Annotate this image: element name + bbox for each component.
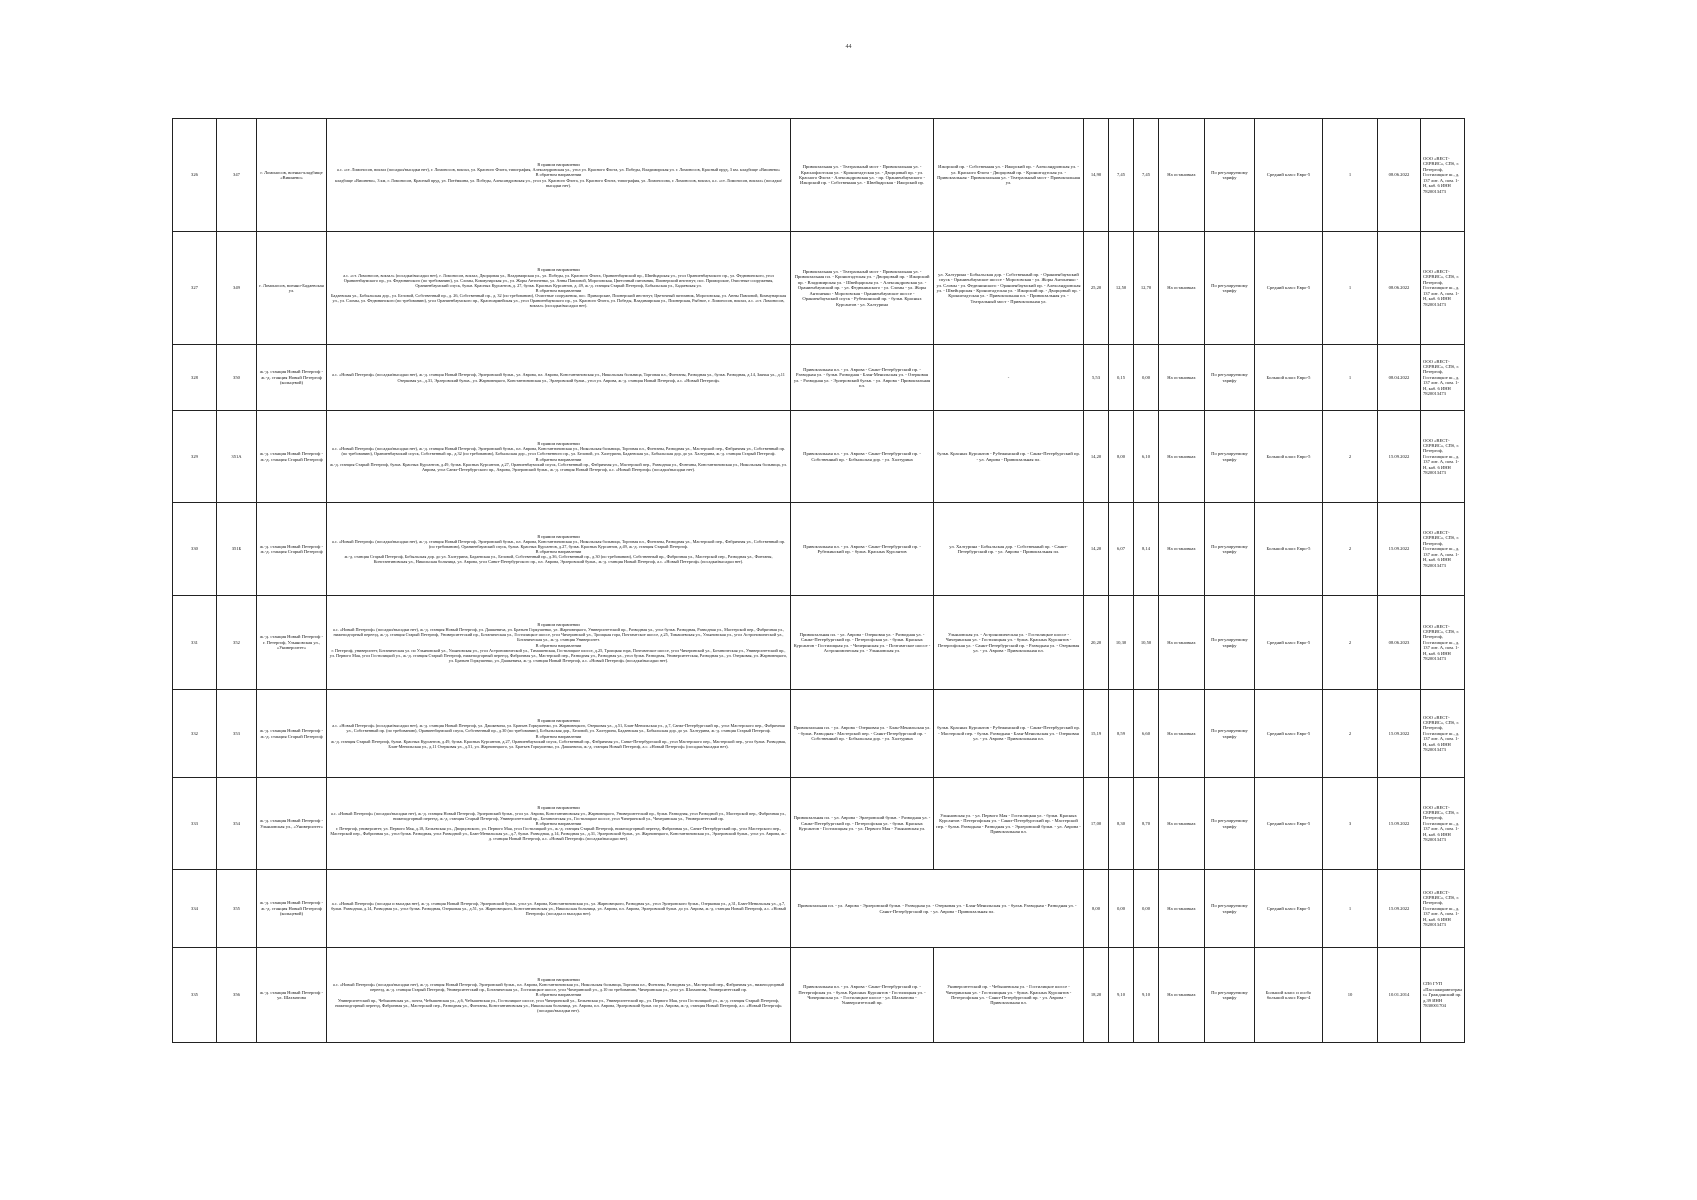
cell-date: 15.09.2022 [1378, 503, 1421, 596]
cell-len-fwd: 5,53 [1084, 345, 1109, 411]
cell-route: 352 [217, 596, 257, 690]
cell-date: 15.09.2022 [1378, 690, 1421, 778]
table-row [173, 778, 1578, 870]
cell-stops: На остановках [1159, 948, 1205, 1043]
cell-len-fwd: 18,20 [1084, 948, 1109, 1043]
cell-len3: 0,00 [1134, 345, 1159, 411]
cell-streets-rev: бульв. Красных Курсантов - Рубежинский пр. - Санкт-Петербургский пр. - Мастерской пер. - бульв. Разводная - Блан-Менильская ул. - Озерковая ул. - ул. Аврова - Привокзальная пл. [934, 690, 1084, 778]
route-reverse: г. Петергоф, университет, ул. Первого Мая, д.18, Бельевская ул., Дворцовского, ул. Первого Мая, угол Гостилицкой ул., ж.-д. станция Старый Петергоф, нижеподгорный переезд, Фабричная ул., Санкт-Петербургский пр., угол Мастерского пер., Мастерской пер., Фабричная ул., угол бульв. Разводная, угол Разводной ул., Блан-Менильская ул., д.7, бульв. Разводная, д.14, Разводная ул., д.31, Эрлеровский бульв., ул. Жарновецкого, Константиновская ул., Эрлеровский бульв., угол ул. Аврова, ж.-д. станция Новый Петергоф, а.с. «Новый Петергоф» (посадки/высадки нет). [330, 826, 787, 842]
cell-seq: 332 [173, 690, 217, 778]
route-forward: а.с. «Новый Петергоф» (посадки/высадки нет), ж.-д. станция Новый Петергоф, Эрлеровский бульв., пл. Аврова, Константиновская ул., Никольская больница, Торговая пл., Фонтаны, Разводная ул., Мастерской пер., Фабричная ул., нижеподгорный переезд, ж.-д. станция Старый Петергоф, Университетский пр., Ботаническая ул., Гостилицкое шоссе, угол Чичеринской ул., д.10 по требованию, Чичеринская ул., угол ул. Шахматова, Университетский пр. [332, 982, 785, 993]
cell-len-rev: 0,15 [1109, 345, 1134, 411]
cell-count: 2 [1323, 503, 1378, 596]
cell-tariff: По регулируемому тарифу [1205, 119, 1255, 232]
route-reverse-title: В обратном направлении [535, 549, 582, 554]
cell-name: ж.-д. станция Новый Петергоф - г. Петергоф, Ульяновская ул., «Университет» [257, 596, 327, 690]
cell-len-rev: 8,59 [1109, 690, 1134, 778]
route-reverse: Университетский пр., Чебышевская ул., почта, Чебышевская ул., д.6, Чебышевская ул., Гостилицкое шоссе, угол Чичеринской ул., Бельевская ул., Университетский пр., ул. Первого Мая, угол Гостилицкой ул., ж.-д. станция Старый Петергоф, нижеподгорный переезд, Фабричная ул., Мастерской пер., Разводная ул., Фонтаны, Константиновская ул., Никольская больница, ул. Аврова, пл. Аврова, Эрлеровский бульв. по ул. Аврова, ж.-д. станция Новый Петергоф, а.с. «Новый Петергоф» (посадки/высадки нет). [335, 997, 782, 1013]
cell-len3: 8,70 [1134, 778, 1159, 870]
cell-route-description [327, 778, 791, 870]
route-reverse: г. Петергоф, университет, Ботаническая ул. по Ульяновской ул., Ульяновская ул., угол Астрономической ул., Тимашевская, Гостилицкое шоссе, д.25, Троицкая гора, Почтамтское шоссе, угол Чичеринской ул., Ботаническая ул., Университетский пр., ул. Первого Мая, угол Гостилицкой ул., ж.-д. станция Старый Петергоф, нижеподгорный переезд, Фабричная ул., Мастерской пер., Разводная ул., Разводная ул., угол бульв. Разводная, Университетская, Разводная ул., ул. Озерковая, ул. Жарновецкого, ул. Братьев Горкушенко, ул. Дашкевича, ж.-д. станция Новый Петергоф, а.с. «Новый Петергоф» (посадки/высадки нет). [329, 647, 788, 663]
cell-streets-rev: бульв. Красных Курсантов - Рубежинский пр. - Санкт-Петербургский пр. - ул. Аврова - Привокзальная пл. [934, 411, 1084, 503]
cell-tariff: По регулируемому тарифу [1205, 870, 1255, 948]
cell-len3: 6,60 [1134, 690, 1159, 778]
cell-vehicle: Средний класс Евро-5 [1255, 778, 1323, 870]
table-row [173, 119, 1578, 232]
cell-streets-fwd: Привокзальная пл. - ул. Аврова - Эрлеровский бульв. - Разводная ул. - Санкт-Петербургский пр. - Петергофская ул. - бульв. Красных Курсантов - Гостилицкая ул. - ул. Первого Мая - Ульяновская ул. [791, 778, 934, 870]
cell-tariff: По регулируемому тарифу [1205, 778, 1255, 870]
table-row [173, 232, 1578, 345]
cell-seq: 328 [173, 345, 217, 411]
cell-tariff: По регулируемому тарифу [1205, 948, 1255, 1043]
cell-len-rev: 0,00 [1109, 870, 1134, 948]
cell-route-description [327, 345, 791, 411]
route-reverse-title: В обратном направлении [535, 288, 582, 293]
cell-len-rev: 8,30 [1109, 778, 1134, 870]
cell-len-rev: 6,07 [1109, 503, 1134, 596]
cell-seq: 333 [173, 778, 217, 870]
cell-stops: На остановках [1159, 232, 1205, 345]
cell-count: 10 [1323, 948, 1378, 1043]
cell-date: 15.09.2022 [1378, 778, 1421, 870]
cell-name: ж.-д. станция Новый Петергоф - ж.-д. станция Старый Петергоф [257, 690, 327, 778]
cell-date: 10.01.2014 [1378, 948, 1421, 1043]
route-reverse-title: В обратном направлении [535, 172, 582, 178]
cell-len-fwd: 25,20 [1084, 232, 1109, 345]
cell-len-fwd: 20,20 [1084, 596, 1109, 690]
cell-carrier: ООО «ВЕСТ-СЕРВИС», СПб, г. Петергоф, Гостилицкое ш., д. 137 лит. А, пом. 1-Н, каб. 6 ИНН 7820013473 [1421, 411, 1465, 503]
cell-name: ж.-д. станция Новый Петергоф - ж.-д. станция Старый Петергоф [257, 503, 327, 596]
cell-count: 2 [1323, 411, 1378, 503]
cell-len-fwd: 14,20 [1084, 503, 1109, 596]
cell-name: ж.-д. станция Новый Петергоф - Ульяновская ул., «Университет» [257, 778, 327, 870]
cell-seq: 330 [173, 503, 217, 596]
cell-vehicle: Большой класс Евро-5 [1255, 345, 1323, 411]
cell-count: 1 [1323, 119, 1378, 232]
route-reverse-title: В обратном направлении [535, 456, 582, 462]
cell-route: 356 [217, 948, 257, 1043]
cell-len-fwd: 14,20 [1084, 411, 1109, 503]
route-reverse-title: В обратном направлении [535, 642, 582, 648]
cell-route-description [327, 948, 791, 1043]
route-forward-title: В прямом направлении [537, 441, 580, 447]
cell-count: 3 [1323, 778, 1378, 870]
route-forward: а.с. «Новый Петергоф» (посадки/высадки нет), ж.-д. станция Новый Петергоф, Эрлеровский бульв., пл. Аврова, Константиновская ул., Никольская больница, Торговая пл., Фонтаны, Разводная ул., Мастерской пер., Фабричная ул., Собственный пр. (по требованию), Ораниенбаумский спуск, Собственный пр., д.32 (по требованию), Бобыльская дор., угол Собственного пр., ул. Беловой, ул. Халтурина, Бадаевская ул., Бобыльская дор. до ул. Халтурина, ж.-д. станция Старый Петергоф. [331, 446, 786, 457]
cell-streets-fwd: Привокзальная ул. - Театральный мост - Привокзальная ул. - Привокзальная пл. - Кронштадтская ул. - Дворцовый пр. - Ижорский пр. - Владимирская ул. - Швейцарская ул. - Александровская ул. - Ораниенбаумский пр. - ул. Федюнинского - ул. Сломы - ул. Жоры Антоненко - Морозовская - Ораниенбаумское шоссе - Ораниенбаумский спуск - Рубежинский пр. - бульв. Красных Курсантов - ул. Халтурина [791, 232, 934, 345]
cell-vehicle: Большой класс Евро-5 [1255, 411, 1323, 503]
cell-carrier: ООО «ВЕСТ-СЕРВИС», СПб, г. Петергоф, Гостилицкое ш., д. 137 лит. А, пом. 1-Н, каб. 6 ИНН 7820013473 [1421, 870, 1465, 948]
cell-date: 15.09.2022 [1378, 411, 1421, 503]
route-forward: а.с. «Новый Петергоф» (посадки/высадки нет), ж.-д. станция Новый Петергоф, ул. Дашкевича, ул. Братьев Горкушенко, ул. Жарновецкого, Озерковая ул., д.51, Блан-Менильская ул., д.7, Санкт-Петербургский пр., угол Мастерского пер., Фабричная ул., Собственный пр. (по требованию), Ораниенбаумский спуск, Собственный пр., д.30 (по требованию), Бобыльская дор., Беловой, ул. Халтурина, Бадаевская ул., Бобыльская дор. до ул. Халтурина, ж.-д. станция Старый Петергоф. [332, 723, 785, 734]
table-row [173, 503, 1578, 596]
cell-len3: 10,50 [1134, 596, 1159, 690]
cell-streets-fwd: Привокзальная пл. - ул. Аврова - Озерковая ул. - Блан-Менильская ул. - бульв. Разводная - Мастерской пер. - Санкт-Петербургский пр. - Собственный пр. - Бобыльская дор. - ул. Халтурина [791, 690, 934, 778]
cell-date: 15.09.2022 [1378, 870, 1421, 948]
table-row [173, 948, 1578, 1043]
cell-streets-rev: ул. Халтурина - Бобыльская дор. - Собственный пр. - Ораниенбаумский спуск - Ораниенбаумское шоссе - Морозовская - ул. Жоры Антоненко - ул. Сломы - ул. Федюнинского - Ораниенбаумский пр. - Александровская ул. - Швейцарская - Кронштадтская ул. - Ижорский пр. - Дворцовый пр. - Кронштадтская ул. - Привокзальная пл. - Привокзальная ул. - Театральный мост - Привокзальная ул. [934, 232, 1084, 345]
route-registry-table [172, 118, 1578, 1043]
cell-len3: 12,70 [1134, 232, 1159, 345]
cell-stops: На остановках [1159, 596, 1205, 690]
route-reverse-title: В обратном направлении [535, 733, 582, 739]
cell-len-rev: 12,50 [1109, 232, 1134, 345]
cell-name: г. Ломоносов, военно-кладбище «Вишнево» [257, 119, 327, 232]
cell-carrier: ООО «ВЕСТ-СЕРВИС», СПб, г. Петергоф, Гостилицкое ш., д. 137 лит. А, пом. 1-Н, каб. 6 ИНН 7820013473 [1421, 345, 1465, 411]
route-forward: а.с. «Новый Петергоф» (посадки/высадки нет), ж.-д. станция Новый Петергоф, ул. Дашкевича, ул. Братьев Горкушенко, ул. Жарновецкого, Университетский пр., Разводная ул., угол бульв. Разводная, Разводная ул., Мастерской пер., Фабричная ул., нижеподгорный переезд, ж.-д. станция Старый Петергоф, Университетский пр., Ботаническая ул., Гостилицкое шоссе, угол Чичеринской ул., Троицкая гора, Почтамтское шоссе, д.25, Тимашевская ул., Ульяновская ул., угол Астрономической ул., Ботаническая ул., ж.-д. станция Университет. [332, 627, 785, 643]
cell-streets-rev: ул. Халтурина - Бобыльская дор. - Собственный пр. - Санкт-Петербургский пр. - ул. Аврова - Привокзальная пл. [934, 503, 1084, 596]
route-forward-title: В прямом направлении [537, 162, 580, 168]
cell-len-fwd: 8,00 [1084, 870, 1109, 948]
cell-route: 349 [217, 232, 257, 345]
cell-count: 2 [1323, 596, 1378, 690]
cell-len3: 9,10 [1134, 948, 1159, 1043]
cell-route: 353 [217, 690, 257, 778]
cell-stops: На остановках [1159, 119, 1205, 232]
cell-route-description [327, 596, 791, 690]
cell-streets-rev: Университетский пр. - Чебышевская ул. - Гостилицкое шоссе - Чичеринская ул. - Гостилицкая ул. - бульв. Красных Курсантов - Петергофская ул. - Санкт-Петербургский пр. - ул. Аврова - Привокзальная пл. [934, 948, 1084, 1043]
table-row [173, 411, 1578, 503]
cell-len-rev: 9,10 [1109, 948, 1134, 1043]
cell-name: г. Ломоносов, военно-Бадаевская ул. [257, 232, 327, 345]
cell-carrier: СПб ГУП «Пассажиравтотранс» Гражданский пр. д.39 ИНН 7830001704 [1421, 948, 1465, 1043]
cell-vehicle: Большой класс и особо большой класс Евро-4 [1255, 948, 1323, 1043]
table-body [173, 119, 1578, 1043]
route-reverse: кладбище «Вишнево», 3 км, г. Ломоносов, Красный пруд, ул. Потёмкина, ул. Победы, Александровская ул., угол ул. Красного Флота, ул. Красного Флота, типография, ул. Ломоносова, г. Ломоносов, вокзал, а.с. «ст. Ломоносов, вокзал» (посадки/высадки нет). [334, 177, 783, 188]
cell-route-description [327, 232, 791, 345]
table-row [173, 690, 1578, 778]
cell-stops: На остановках [1159, 690, 1205, 778]
cell-route: 347 [217, 119, 257, 232]
table-row [173, 870, 1578, 948]
cell-count: 1 [1323, 345, 1378, 411]
table-row [173, 345, 1578, 411]
cell-vehicle: Средний класс Евро-5 [1255, 690, 1323, 778]
route-reverse: ж.-д. станция Старый Петергоф, бульв. Красных Курсантов, д.49, бульв. Красных Курсантов, д.27, Ораниенбаумский спуск, Собственный пр., Фабричная ул., Санкт-Петербургский пр., угол Мастерского пер., Мастерской пер., угол бульв. Разводная, Блан-Менильская ул., д.11 Озерковая ул., д.51, ул. Жарновецкого, ул. Братьев Горкушенко, ул. Дашкевича, ж.-д. станция Новый Петергоф, а.с. «Новый Петергоф» (посадки/высадки нет). [330, 738, 786, 749]
cell-route: 350 [217, 345, 257, 411]
route-reverse-title: В обратном направлении [535, 992, 582, 998]
cell-len3: 6,10 [1134, 411, 1159, 503]
cell-len-rev: 10,30 [1109, 596, 1134, 690]
cell-streets-rev: - [934, 345, 1084, 411]
cell-seq: 334 [173, 870, 217, 948]
cell-route: 355 [217, 870, 257, 948]
table-row [173, 596, 1578, 690]
cell-name: ж.-д. станция Новый Петергоф - ул. Шахматова [257, 948, 327, 1043]
route-forward: а.с. «Новый Петергоф» (посадка и высадка нет), ж.-д. станция Новый Петергоф, Эрлеровский бульв., угол ул. Аврова, Константиновская ул., ул. Жарновецкого, Разводная ул., угол Эрлеровского бульв., Озерковая ул., д.31, Блан-Менильская ул., д.7, бульв. Разводная, д.14, Разводная ул., угол бульв. Разводная, Озерковая ул., д.51, ул. Жарновецкого, Константиновская ул., Никольская больница, ул. Аврова, пл. Аврова, Эрлеровский бульв. до ул. Аврова, ж.-д. станция Новый Петергоф, а.с. «Новый Петергоф» (посадка и высадка нет). [331, 900, 786, 917]
cell-streets-fwd: Привокзальная пл. - ул. Аврова - Санкт-Петербургский пр. - Разводная ул. - бульв. Разводная - Блан-Менильская ул. - Озерковая ул. - Разводная ул. - Эрлеровский бульв. - ул. Аврова - Привокзальная пл. [791, 345, 934, 411]
cell-seq: 331 [173, 596, 217, 690]
cell-count: 1 [1323, 870, 1378, 948]
cell-len-rev: 7,45 [1109, 119, 1134, 232]
route-reverse: ж.-д. станция Старый Петергоф, бульв. Красных Курсантов, д.49, бульв. Красных Курсантов, д.27, Ораниенбаумский спуск, Собственный пр., Фабричная ул., Мастерской пер., Разводная ул., Фонтаны, Константиновская ул., Никольская больница, ул. Аврова, угол Санкт-Петербургского пр., Аврова, Эрлеровский бульв., ж.-д. станция Новый Петергоф, а.с. «Новый Петергоф» (посадки/высадки нет). [330, 461, 787, 472]
cell-tariff: По регулируемому тарифу [1205, 232, 1255, 345]
cell-stops: На остановках [1159, 345, 1205, 411]
cell-vehicle: Средний класс Евро-5 [1255, 596, 1323, 690]
cell-streets-rev: Ульяновская ул. - ул. Первого Мая - Гостилицкая ул. - бульв. Красных Курсантов - Петергофская ул. - Санкт-Петербургский пр. - Мастерской пер. - бульв. Разводная - Разводная ул. - Эрлеровский бульв. - ул. Аврова - Привокзальная пл. [934, 778, 1084, 870]
cell-carrier: ООО «ВЕСТ-СЕРВИС», СПб, г. Петергоф, Гостилицкое ш., д. 137 лит. А, пом. 1-Н, каб. 6 ИНН 7820013473 [1421, 690, 1465, 778]
cell-name: ж.-д. станция Новый Петергоф - ж.-д. станция Новый Петергоф (кольцевой) [257, 345, 327, 411]
cell-streets-rev: Ульяновская ул. - Астрономическая ул. - Гостилицкое шоссе - Чичеринская ул. - Гостилицкая ул. - бульв. Красных Курсантов - Петергофская ул. - Санкт-Петербургский пр. - Разводная ул. - Озерковая ул. - ул. Аврова - Привокзальная пл. [934, 596, 1084, 690]
route-forward: а.с. «Новый Петергоф» (посадки/высадки нет), ж.-д. станция Новый Петергоф, Эрлеровский бульв., угол ул. Аврова, Константиновская ул., Жарновецкого, Университетский пр., бульв. Разводная, угол Разводной ул., Мастерской пер., Фабричная ул., нижеподгорный переезд, ж.-д. станция Старый Петергоф, Университетский пр., Ботаническая ул., Гостилицкое шоссе, угол Чичеринской ул., Чичеринская ул., Университетский пр. [330, 810, 787, 821]
cell-streets-fwd: Привокзальная пл. - ул. Аврова - Озерковая ул. - Разводная ул. - Санкт-Петербургский пр. - Петергофская ул. - бульв. Красных Курсантов - Гостилицкая ул. - Чичеринская ул. - Почтамтское шоссе - Астрономическая ул. - Ульяновская ул. [791, 596, 934, 690]
cell-stops: На остановках [1159, 411, 1205, 503]
cell-tariff: По регулируемому тарифу [1205, 345, 1255, 411]
cell-carrier: ООО «ВЕСТ-СЕРВИС», СПб, г. Петергоф, Гостилицкое ш., д. 137 лит. А, пом. 1-Н, каб. 6 ИНН 7820013473 [1421, 596, 1465, 690]
route-reverse-title: В обратном направлении [535, 820, 582, 826]
route-forward-title: В прямом направлении [537, 805, 580, 811]
cell-vehicle: Средний класс Евро-5 [1255, 119, 1323, 232]
cell-carrier: ООО «ВЕСТ-СЕРВИС», СПб, г. Петергоф, Гостилицкое ш., д. 137 лит. А, пом. 1-Н, каб. 6 ИНН 7820013473 [1421, 119, 1465, 232]
cell-stops: На остановках [1159, 778, 1205, 870]
cell-tariff: По регулируемому тарифу [1205, 411, 1255, 503]
cell-seq: 326 [173, 119, 217, 232]
cell-stops: На остановках [1159, 870, 1205, 948]
cell-route-description [327, 870, 791, 948]
route-forward: а.с. «ст. Ломоносов, вокзал» (посадки/высадки нет), г. Ломоносов, вокзал, Дворцовая ул., Владимирская ул., ул. Победы, ул. Красного Флота, Ораниенбаумский пр., Швейцарская ул., угол Ораниенбаумского пр., ул. Федюнинского, угол Ораниенбаумского пр., ул. Федюнинского (по требованию), ул. Сломы, Коммунарская ул., ул. Жоры Антоненко, ул. Анны Павловой, Морозовская, Цветочный питомник, Пионерский институт, пос. Приморские, Очистные сооружения, Ораниенбаумский спуск, бульв. Красных Курсантов, д. 27, бульв. Красных Курсантов, д. 49, ж.-д. станция Старый Петергоф, Бобыльская ул., Бадаевская ул. [343, 272, 774, 288]
cell-date: 08.06.2023 [1378, 596, 1421, 690]
cell-streets-fwd: Привокзальная пл. - ул. Аврова - Санкт-Петербургский пр. - Петергофская ул. - бульв. Красных Курсантов - Гостилицкая ул. - Чичеринская ул. - Гостилицкое шоссе - ул. Шахматова - Университетский пр. [791, 948, 934, 1043]
cell-route-description [327, 411, 791, 503]
route-reverse: ж.-д. станция Старый Петергоф, Бобыльская дор. до ул. Халтурина, Бадаевская ул., Беловой, Собственный пр., д.36, Собственный пр., д.30 (по требованию), Собственный пр., Фабричная ул., Мастерской пер., Разводная ул., Фонтаны, Константиновская ул., Никольская больница, ул. Аврова, угол Санкт-Петербургского пр., пл. Аврова, Эрлеровский бульв., ж.-д. станция Новый Петергоф, а.с. «Новый Петергоф» (посадки/высадки нет). [344, 554, 773, 565]
cell-streets-fwd: Привокзальная пл. - ул. Аврова - Санкт-Петербургский пр. - Собственный пр. - Бобыльская дор. - ул. Халтурина [791, 411, 934, 503]
cell-carrier: ООО «ВЕСТ-СЕРВИС», СПб, г. Петергоф, Гостилицкое ш., д. 137 лит. А, пом. 1-Н, каб. 6 ИНН 7820013473 [1421, 232, 1465, 345]
cell-stops: На остановках [1159, 503, 1205, 596]
cell-route-description [327, 690, 791, 778]
route-forward-title: В прямом направлении [537, 267, 580, 273]
cell-seq: 329 [173, 411, 217, 503]
cell-carrier: ООО «ВЕСТ-СЕРВИС», СПб, г. Петергоф, Гостилицкое ш., д. 137 лит. А, пом. 1-Н, каб. 6 ИНН 7820013473 [1421, 778, 1465, 870]
cell-tariff: По регулируемому тарифу [1205, 503, 1255, 596]
cell-date: 08.06.2022 [1378, 119, 1421, 232]
cell-len-rev: 8,00 [1109, 411, 1134, 503]
cell-streets-fwd: Привокзальная ул. - Театральный мост - Привокзальная ул. - Краснофлотская ул. - Кронштадтская ул. - Дворцовый пр. - ул. Красного Флота - Александровская ул. - пр. Ораниенбаумского - Ижорский пр. - Собственная ул. - Швейцарская - Ижорский пр. [791, 119, 934, 232]
cell-vehicle: Средний класс Евро-5 [1255, 232, 1323, 345]
cell-route: 351Б [217, 503, 257, 596]
route-forward-title: В прямом направлении [537, 533, 580, 539]
cell-len3: 7,45 [1134, 119, 1159, 232]
route-forward: а.с. «Новый Петергоф» (посадки/высадки нет), ж.-д. станция Новый Петергоф, Эрлеровский бульв., пл. Аврова, Константиновская ул., Никольская больница, Торговая пл., Фонтаны, Разводная ул., Мастерской пер., Фабричная ул., Собственный пр. (по требованию), Ораниенбаумский спуск, бульв. Красных Курсантов, д.27, бульв. Красных Курсантов, д.49, ж.-д. станция Старый Петергоф. [331, 538, 786, 549]
cell-vehicle: Средний класс Евро-5 [1255, 870, 1323, 948]
cell-route-description [327, 503, 791, 596]
cell-streets-span: Привокзальная пл. - ул. Аврова - Эрлеровский бульв. - Разводная ул. - Озерковая ул. - Блан-Менильская ул. - бульв. Разводная - Разводная ул. - Санкт-Петербургский пр. - ул. Аврова - Привокзальная пл. [791, 870, 1084, 948]
cell-tariff: По регулируемому тарифу [1205, 596, 1255, 690]
cell-count: 2 [1323, 690, 1378, 778]
route-forward-title: В прямом направлении [537, 976, 580, 982]
cell-carrier: ООО «ВЕСТ-СЕРВИС», СПб, г. Петергоф, Гостилицкое ш., д. 137 лит. А, пом. 1-Н, каб. 6 ИНН 7820013473 [1421, 503, 1465, 596]
page-number: 44 [845, 44, 852, 50]
cell-seq: 327 [173, 232, 217, 345]
cell-len-fwd: 14,90 [1084, 119, 1109, 232]
cell-date: 08.06.2022 [1378, 232, 1421, 345]
cell-len-fwd: 15,19 [1084, 690, 1109, 778]
cell-count: 1 [1323, 232, 1378, 345]
cell-vehicle: Большой класс Евро-5 [1255, 503, 1323, 596]
route-reverse: Бадаевская ул., Бобыльская дор., ул. Беловой, Собственный пр., д. 26, Собственный пр., д. 32 (по требованию), Очистные сооружения, пос. Приморские, Пионерский институт, Цветочный питомник, Морозовская, ул. Анны Павловой, Коммунарская ул., ул. Сломы, ул. Федюнинского (по требованию), угол Ораниенбаумского пр., Красноармейская ул., угол Ораниенбаумского пр., ул. Красного Флота, ул. Победы, Владимирская ул., Пионерская, Рыбное, г. Ломоносов, вокзал, а.с. «ст. Ломоносов, вокзал» (посадки/высадки нет). [330, 293, 787, 309]
route-forward-title: В прямом направлении [537, 621, 580, 627]
cell-route: 351А [217, 411, 257, 503]
cell-seq: 335 [173, 948, 217, 1043]
cell-route-description [327, 119, 791, 232]
route-forward: а.с. «Новый Петергоф» (посадки/высадки нет), ж.-д. станция Новый Петергоф, Эрлеровский бульв., ул. Аврова, пл. Аврова, Константиновская ул., Никольская больница, Торговая пл., Фонтаны, Разводная ул., бульв. Разводная, д.14, Заячья ул., д.11 Озерковая ул., д.31, Эрлеровский бульв., ул. Жарновецкого, Константиновская ул., Эрлеровский бульв., угол ул. Аврова, ж.-д. станция Новый Петергоф, а.с. «Новый Петергоф» [332, 372, 785, 383]
cell-route: 354 [217, 778, 257, 870]
cell-len-fwd: 17,00 [1084, 778, 1109, 870]
cell-tariff: По регулируемому тарифу [1205, 690, 1255, 778]
cell-date: 08.04.2022 [1378, 345, 1421, 411]
cell-streets-rev: Ижорский пр. - Собственная ул. - Ижорский пр. - Александровская ул. - ул. Красного Флота - Дворцовый пр. - Кронштадтская ул. - Привокзальная - Привокзальная ул. - Театральный мост - Привокзальная ул. [934, 119, 1084, 232]
cell-streets-fwd: Привокзальная пл. - ул. Аврова - Санкт-Петербургский пр. - Рубежинский пр. - бульв. Красных Курсантов [791, 503, 934, 596]
route-forward-title: В прямом направлении [537, 718, 580, 724]
cell-len3: 8,14 [1134, 503, 1159, 596]
cell-name: ж.-д. станция Новый Петергоф - ж.-д. станция Новый Петергоф (кольцевой) [257, 870, 327, 948]
cell-name: ж.-д. станция Новый Петергоф - ж.-д. станция Старый Петергоф [257, 411, 327, 503]
cell-len3: 0,00 [1134, 870, 1159, 948]
route-forward: а.с. «ст. Ломоносов, вокзал (посадки/высадки нет), г. Ломоносов, вокзал, ул. Красного Флота, типография, Александровская ул., угол ул. Красного Флота, ул. Победы, Владимирская ул. г. Ломоносов, Красный пруд, 3 км. кладбище «Вишнево» [336, 167, 781, 173]
